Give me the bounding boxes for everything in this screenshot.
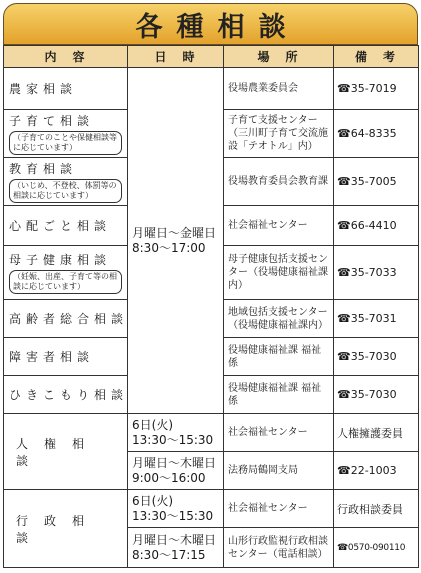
remark-cell: ☎35-7030 [334,338,419,376]
remark-cell: ☎64-8335 [334,110,419,158]
schedule-cell [128,452,224,490]
schedule-cell [128,490,224,528]
header-content: 内容 [4,46,128,68]
category-label: ひきこもり相談 [9,388,129,402]
category-label: 母子健康相談 [9,253,112,267]
schedule-days: 月曜日～木曜日 [132,532,217,547]
place-cell: 地域包括支援センター（役場健康福祉課内） [224,300,334,338]
schedule-cell [128,528,224,568]
remark-cell: ☎35-7031 [334,300,419,338]
place-cell: 山形行政監視行政相談センター（電話相談） [224,528,334,568]
schedule-time: 9:00～16:00 [132,470,206,485]
category-label: 教育相談 [9,162,78,176]
remark-cell: 行政相談委員 [334,490,419,528]
category-cell [4,206,128,246]
place-cell: 母子健康包括支援センター（役場健康福祉課内） [224,246,334,300]
place-cell: 社会福祉センター [224,490,334,528]
category-label: 障害者相談 [9,350,95,364]
category-cell [4,338,128,376]
schedule-days: 6日(火) [132,493,173,508]
category-note: （妊娠、出産、子育て等の相談に応じています） [9,270,122,294]
header-place: 場所 [224,46,334,68]
header-remarks: 備考 [334,46,419,68]
category-cell: 人権相談 [4,414,128,490]
category-note: （いじめ、不登校、体罰等の相談に応じています） [9,179,122,203]
category-cell [4,110,128,158]
category-cell [4,246,128,300]
place-cell: 子育て支援センター（三川町子育て交流施設「テオトル」内） [224,110,334,158]
place-cell: 役場教育委員会教育課 [224,158,334,206]
place-cell: 法務局鶴岡支局 [224,452,334,490]
schedule-time: 8:30～17:15 [132,547,206,562]
schedule-days: 月曜日～木曜日 [132,455,217,470]
table-row [4,490,419,528]
remark-cell: ☎35-7005 [334,158,419,206]
schedule-days: 6日(火) [132,417,173,432]
header-row [4,46,419,68]
remark-cell: ☎35-7033 [334,246,419,300]
category-label: 心配ごと相談 [9,219,112,233]
category-cell [4,68,128,110]
remark-cell: ☎22-1003 [334,452,419,490]
category-label: 子育て相談 [9,114,95,128]
place-cell: 役場健康福祉課 福祉係 [224,376,334,414]
remark-cell: ☎0570-090110 [334,528,419,568]
place-cell: 役場農業委員会 [224,68,334,110]
category-cell [4,158,128,206]
shared-schedule-cell [128,68,224,414]
category-cell [4,300,128,338]
place-cell: 社会福祉センター [224,414,334,452]
header-datetime: 日時 [128,46,224,68]
category-label: 高齢者総合相談 [9,312,129,326]
table-row [4,414,419,452]
schedule-time: 13:30～15:30 [132,508,214,523]
category-cell [4,376,128,414]
remark-cell: 人権擁護委員 [334,414,419,452]
category-note: （子育てのことや保健相談等に応じています） [9,131,122,155]
remark-cell: ☎35-7030 [334,376,419,414]
schedule-cell [128,414,224,452]
consultation-table [3,45,419,568]
schedule-time: 13:30～15:30 [132,432,214,447]
category-cell: 行政相談 [4,490,128,568]
consultation-panel [3,3,418,570]
schedule-days: 月曜日～金曜日 [132,225,217,240]
table-row [4,68,419,110]
remark-cell: ☎35-7019 [334,68,419,110]
place-cell: 社会福祉センター [224,206,334,246]
place-cell: 役場健康福祉課 福祉係 [224,338,334,376]
page-title: 各種相談 [3,3,418,45]
schedule-time: 8:30～17:00 [132,240,206,255]
category-label: 農家相談 [9,82,78,96]
remark-cell: ☎66-4410 [334,206,419,246]
